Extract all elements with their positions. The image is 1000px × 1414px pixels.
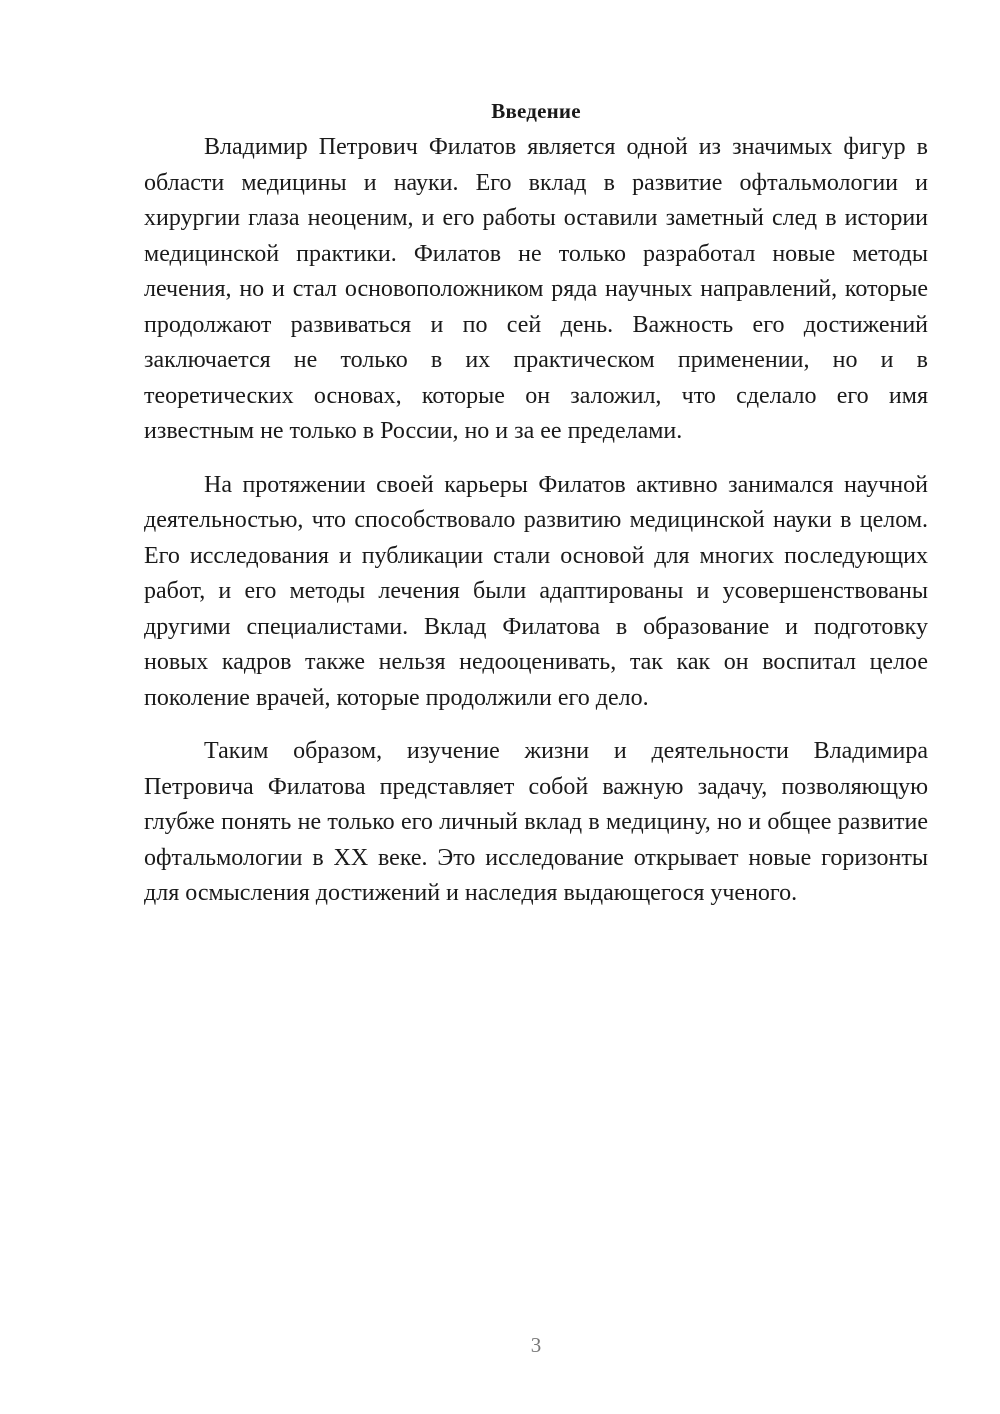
paragraph-1: Владимир Петрович Филатов является одной из значимых фигур в области медицины и науки. Его вклад в развитие офтальмологии и хирургии глаза неоценим, и его работы оставили заметный след в истории медицинской практики. Филатов не только разработал новые методы лечения, но и стал основоположником ряда научных направлений, которые продолжают развиваться и по сей день. Важность его достижений заключается не только в их практическом применении, но и в теоретических основах, которые он заложил, что сделало его имя известным не только в России, но и за ее пределами. (144, 134, 928, 444)
page-number: 3 (530, 1333, 542, 1357)
page-content (144, 96, 928, 912)
paragraph-3: Таким образом, изучение жизни и деятельности Владимира Петровича Филатова представляет собой важную задачу, позволяющую глубже понять не только его личный вклад в медицину, но и общее развитие офтальмологии в XX веке. Это исследование открывает новые горизонты для осмысления достижений и наследия выдающегося ученого. (144, 738, 928, 906)
section-heading: Введение (491, 99, 581, 123)
paragraph-2: На протяжении своей карьеры Филатов активно занимался научной деятельностью, что способствовало развитию медицинской науки в целом. Его исследования и публикации стали основой для многих последующих работ, и его методы лечения были адаптированы и усовершенствованы другими специалистами. Вклад Филатова в образование и подготовку новых кадров также нельзя недооценивать, так как он воспитал целое поколение врачей, которые продолжили его дело. (144, 471, 928, 711)
